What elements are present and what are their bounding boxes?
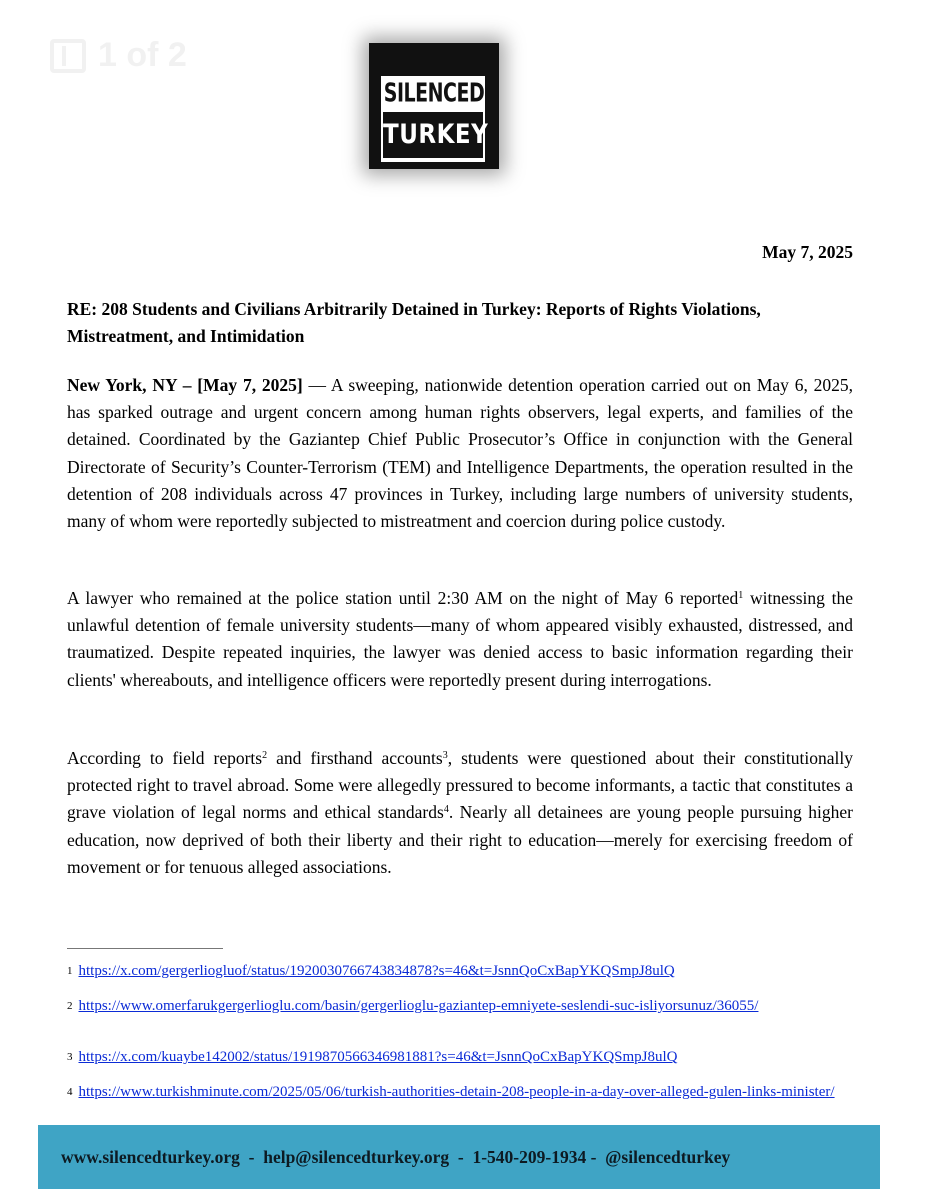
footnote-number: 4 bbox=[67, 1086, 73, 1098]
paragraph-3-part-c: , students were questioned about their constitutionally protected right to travel abroad. Some were allegedly pressured to become informants, a tactic that constitutes a grave violation of legal norms and ethical standards bbox=[67, 748, 854, 823]
footnote-2 bbox=[67, 997, 853, 1015]
paragraph-3-part-d: . Nearly all detainees are young people pursuing higher education, now deprived of both their liberty and their right to education—merely for exercising freedom of movement or for tenuous alleged associations. bbox=[67, 802, 853, 877]
silenced-turkey-logo bbox=[369, 43, 499, 169]
footnote-4 bbox=[67, 1083, 853, 1101]
contact-footer bbox=[38, 1125, 880, 1189]
logo-line-2: TURKEY bbox=[383, 112, 483, 158]
paragraph-3-part-a: According to field reports bbox=[67, 748, 263, 768]
dateline: New York, NY – [May 7, 2025] bbox=[67, 375, 303, 395]
contact-footer-text: www.silencedturkey.org - help@silencedturkey.org - 1-540-209-1934 - @silencedturkey bbox=[61, 1146, 731, 1167]
footnote-number: 2 bbox=[67, 1000, 73, 1012]
paragraph-1-body: — A sweeping, nationwide detention operation carried out on May 6, 2025, has sparked outrage and urgent concern among human rights observers, legal experts, and families of the detained. Coordinated by the Gaziantep Chief Public Prosecutor’s Office in conjunction with the General Directorate of Security’s Counter-Terrorism (TEM) and Intelligence Departments, the operation resulted in the detention of 208 individuals across 47 provinces in Turkey, including large numbers of university students, many of whom were reportedly subjected to mistreatment and coercion during police custody. bbox=[67, 375, 853, 532]
footnote-1 bbox=[67, 962, 853, 980]
paragraph-3 bbox=[67, 745, 853, 881]
footnote-ref-4: 4 bbox=[443, 804, 449, 816]
page-indicator-label: 1 of 2 bbox=[98, 36, 187, 74]
footnote-number: 1 bbox=[67, 965, 73, 977]
footnote-ref-3: 3 bbox=[442, 750, 448, 761]
paragraph-2-part-a: A lawyer who remained at the police station until 2:30 AM on the night of May 6 reported bbox=[67, 588, 739, 608]
footnote-link-3[interactable]: https://x.com/kuaybe142002/status/1919870566346981881?s=46&t=JsnnQoCxBapYKQSmpJ8ulQ bbox=[78, 1049, 678, 1065]
document-pages-icon bbox=[50, 39, 86, 73]
footnote-number: 3 bbox=[67, 1051, 73, 1063]
footnote-link-4[interactable]: https://www.turkishminute.com/2025/05/06/turkish-authorities-detain-208-people-in-a-day-over-alleged-gulen-links-minister/ bbox=[78, 1084, 835, 1100]
footnote-link-1[interactable]: https://x.com/gergerliogluof/status/1920030766743834878?s=46&t=JsnnQoCxBapYKQSmpJ8ulQ bbox=[78, 963, 675, 979]
footnote-3 bbox=[67, 1048, 853, 1066]
footnote-divider bbox=[67, 948, 223, 949]
paragraph-1 bbox=[67, 372, 853, 535]
footnote-link-2[interactable]: https://www.omerfarukgergerlioglu.com/basin/gergerlioglu-gaziantep-emniyete-seslendi-suc-isliyorsunuz/36055/ bbox=[78, 998, 759, 1014]
paragraph-3-part-b: and firsthand accounts bbox=[267, 748, 443, 768]
footnote-ref-2: 2 bbox=[262, 750, 268, 761]
footnote-ref-1: 1 bbox=[738, 590, 744, 601]
letter-date: May 7, 2025 bbox=[762, 242, 853, 262]
paragraph-2-part-b: witnessing the unlawful detention of female university students—many of whom appeared visibly exhausted, distressed, and traumatized. Despite repeated inquiries, the lawyer was denied access to basic information regarding their clients' whereabouts, and intelligence officers were reportedly present during interrogations. bbox=[67, 588, 853, 690]
letter-subject: RE: 208 Students and Civilians Arbitrarily Detained in Turkey: Reports of Rights Violations, Mistreatment, and Intimidation bbox=[67, 299, 761, 346]
page-indicator bbox=[50, 36, 187, 75]
logo-line-1: SILENCED bbox=[383, 78, 485, 109]
paragraph-2 bbox=[67, 585, 853, 694]
